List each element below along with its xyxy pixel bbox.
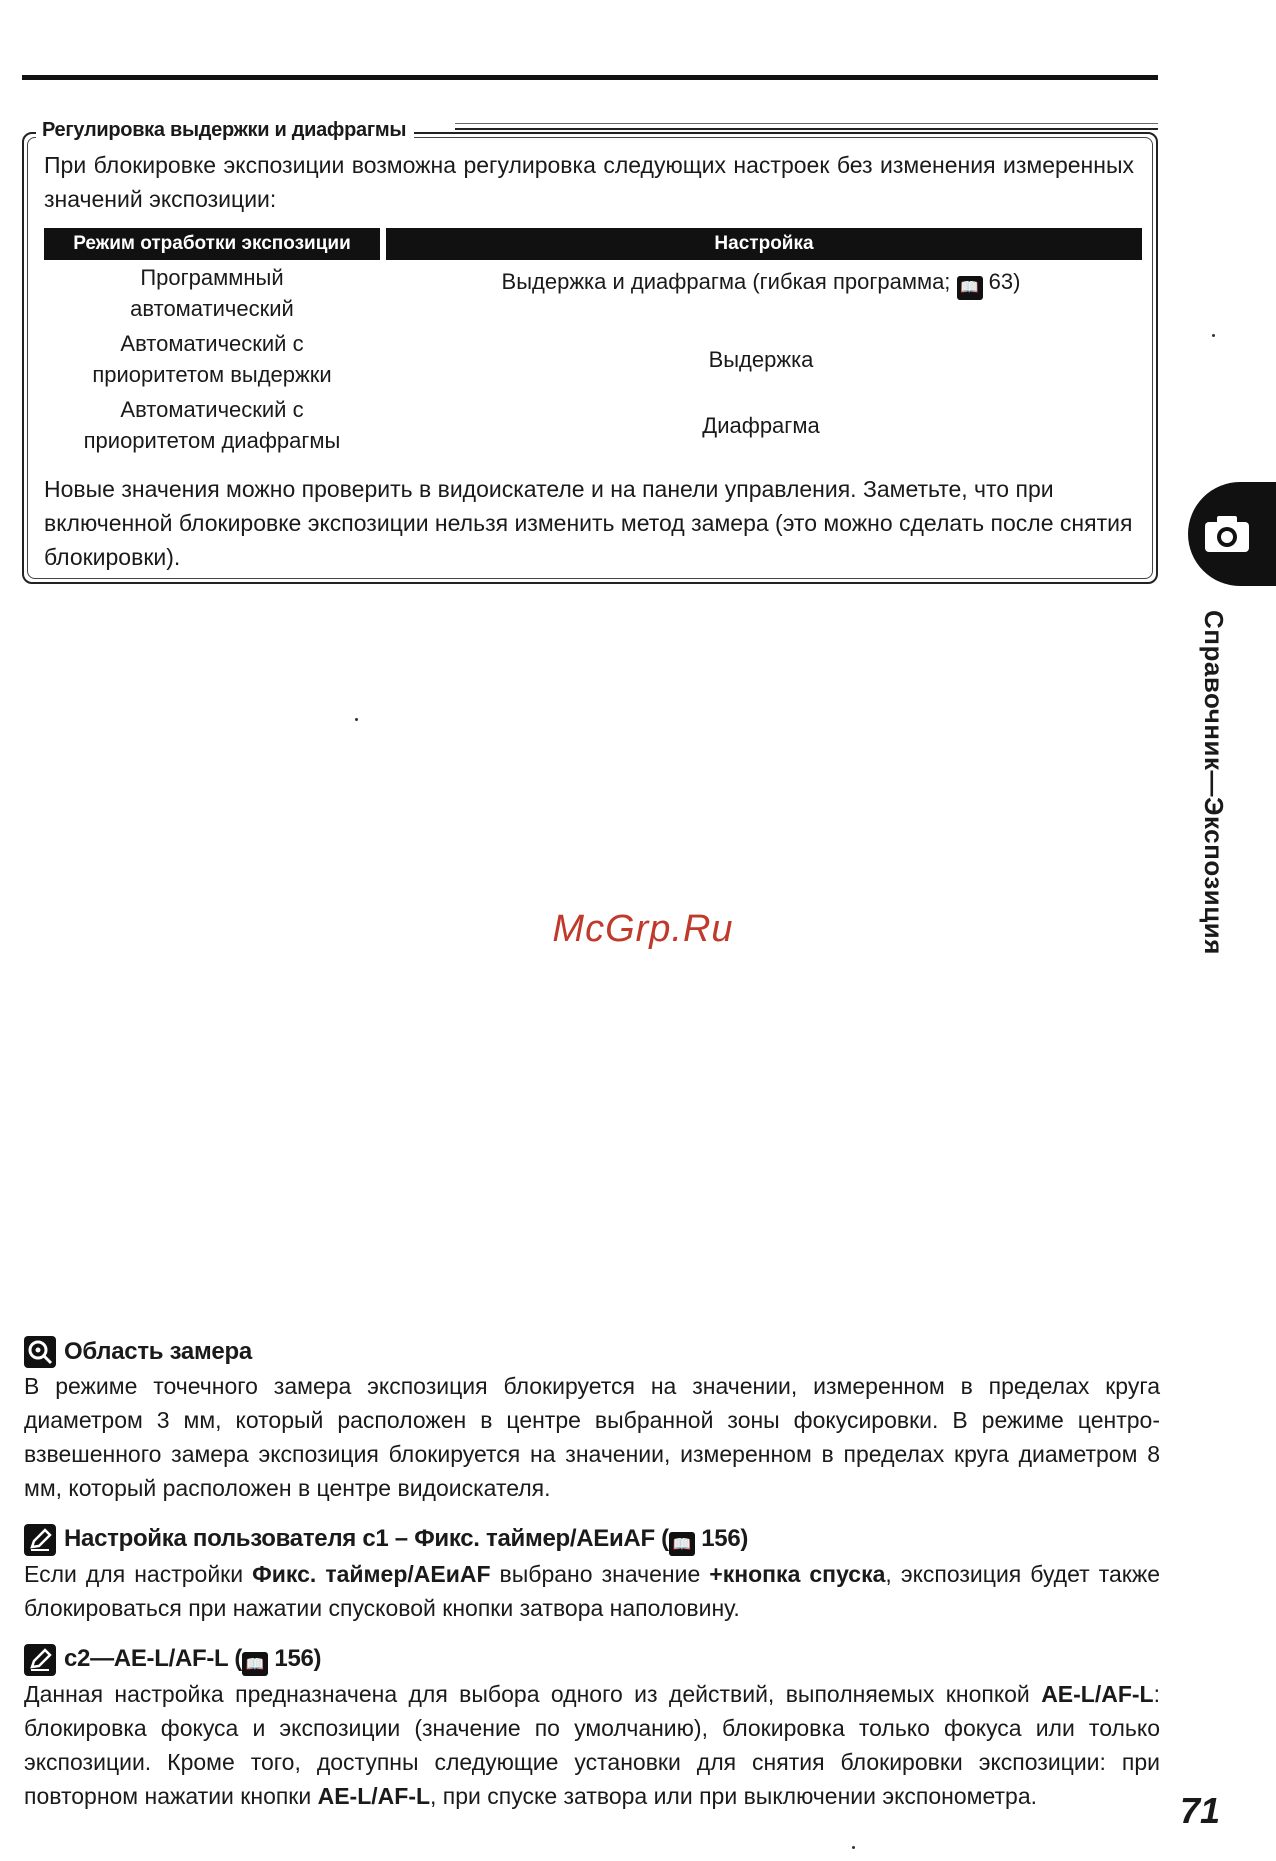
- setting-cell: Выдержка и диафрагма (гибкая программа; 📖 63): [380, 266, 1142, 320]
- chapter-tab: [1188, 482, 1276, 586]
- camera-icon: [1204, 515, 1250, 553]
- page-number: 71: [1180, 1790, 1221, 1831]
- scan-speck: [1212, 334, 1215, 337]
- table-header: [44, 228, 1142, 260]
- note-title: Регулировка выдержки и диафрагмы: [42, 118, 407, 141]
- table-row: [44, 392, 1142, 458]
- book-ref-icon: 📖: [957, 276, 983, 300]
- pencil-icon: [24, 1644, 56, 1676]
- metering-body: В режиме точечного замера экспозиция блокируется на значении, измеренном в пределах круга диаметром 3 мм, который расположен в центре выбранной зоны фокусировки. В режиме центро-взвешенного замера экспозиция блокируется на значении, измеренном в пределах круга диаметром 8 мм, который расположен в центре видоискателя.: [24, 1373, 1160, 1501]
- exposure-table: [44, 228, 1142, 458]
- c1-heading: Настройка пользователя c1 – Фикс. таймер/AEиAF ( 📖 156): [24, 1524, 748, 1556]
- mode-cell: Автоматический с приоритетом выдержки: [92, 331, 332, 387]
- scan-speck: [852, 1846, 855, 1849]
- table-row: [44, 260, 1142, 326]
- setting-cell: Выдержка: [708, 346, 814, 372]
- pencil-icon: [24, 1524, 56, 1556]
- mode-cell: Автоматический с приоритетом диафрагмы: [83, 397, 341, 453]
- header-setting: Настройка: [386, 228, 1142, 260]
- book-ref-icon: 📖: [242, 1652, 268, 1676]
- note-outro: Новые значения можно проверить в видоискателе и на панели управления. Заметьте, что при включенной блокировке экспозиции нельзя изменить метод замера (это можно сделать после снятия блокировки).: [44, 476, 1133, 570]
- table-row: [44, 326, 1142, 392]
- c2-body: Данная настройка предназначена для выбора одного из действий, выполняемых кнопкой AE-L/AF-L: блокировка фокуса и экспозиции (значение по умолчанию), блокировка только фокуса или только экспозиции. Кроме того, доступны следующие установки для снятия блокировки экспозиции: при повторном нажатии кнопки AE-L/AF-L, при спуске затвора или при выключении экспонометра.: [24, 1681, 1160, 1809]
- c1-body: Если для настройки Фикс. таймер/AEиAF выбрано значение +кнопка спуска, экспозиция будет также блокироваться при нажатии спусковой кнопки затвора наполовину.: [24, 1561, 1161, 1621]
- c2-heading: c2—AE-L/AF-L ( 📖 156): [24, 1644, 321, 1676]
- header-mode: Режим отработки экспозиции: [44, 228, 380, 260]
- note-intro: При блокировке экспозиции возможна регулировка следующих настроек без изменения измеренных значений экспозиции:: [44, 152, 1134, 212]
- top-rule: [22, 75, 1158, 80]
- chapter-label: Справочник—Экспозиция: [1199, 610, 1229, 955]
- title-rule: [455, 128, 1158, 130]
- metering-heading: Область замера: [24, 1336, 252, 1368]
- note-title-wrap: [36, 112, 414, 148]
- title-rule-thin: [455, 123, 1158, 124]
- scan-speck: [355, 718, 358, 721]
- watermark: McGrp.Ru: [552, 908, 734, 950]
- setting-cell: Диафрагма: [702, 412, 820, 438]
- metering-icon: [24, 1336, 56, 1368]
- mode-cell: Программный автоматический: [130, 265, 294, 321]
- book-ref-icon: 📖: [669, 1532, 695, 1556]
